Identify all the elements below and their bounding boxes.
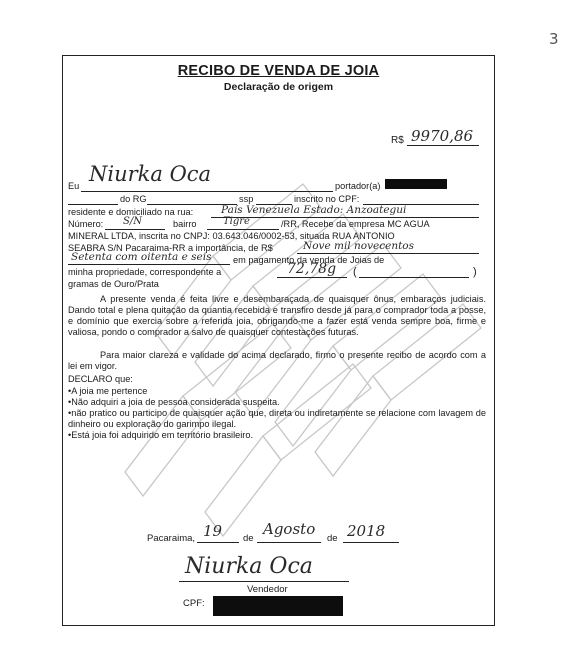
- ssp-label: ssp: [239, 194, 254, 204]
- cpf-label: CPF:: [183, 598, 205, 609]
- document-title: RECIBO DE VENDA DE JOIA: [177, 63, 380, 79]
- date-month: Agosto: [263, 520, 316, 538]
- paragraph-sale-terms: A presente venda é feita livre e desembaraçada de quaisquer ônus, embaraços judiciais. Dando total e plena quitação da quantia recebida e transfiro desde já para o comprador toda a posse, e domínio que exercia sobre a referida joia, obrigando-me a fazer está venda sempre boa, firme e valiosa, pondo o comprador a salvo de quaisquer contestações futuras.: [68, 294, 486, 337]
- mineral-line: MINERAL LTDA, inscrita no CNPJ: 03.643.046/0002-53, situada RUA ANTONIO: [68, 231, 395, 241]
- paren-open: (: [353, 266, 357, 278]
- redacted-cpf: [213, 596, 343, 616]
- city-label: Pacaraima,: [147, 533, 196, 544]
- address-value: País Venezuela Estado: Anzoategui: [221, 204, 407, 216]
- portador-label: portador(a): [335, 181, 381, 191]
- numero-label: Número:: [68, 219, 104, 229]
- vendedor-label: Vendedor: [247, 584, 288, 595]
- seller-signature: Niurka Oca: [185, 554, 313, 579]
- amount-words-2: Setenta com oitenta e seis: [71, 251, 212, 263]
- date-year: 2018: [347, 522, 386, 540]
- bairro-value: Tigre: [223, 216, 250, 227]
- address-label: residente e domiciliado na rua:: [68, 207, 194, 217]
- bairro-label: bairro: [173, 219, 197, 229]
- numero-value: S/N: [123, 216, 142, 227]
- weight-value: 72,78g: [287, 261, 337, 277]
- property-line: minha propriedade, correspondente a: [68, 267, 222, 277]
- eu-label: Eu: [68, 181, 80, 191]
- declaration-item: •Está joia foi adquirido em território brasileiro.: [68, 430, 254, 440]
- currency-label: R$: [391, 135, 404, 146]
- declaration-item: •não pratico ou participo de quaisquer ação que, direta ou indiretamente se relacione com lavagem de dinheiro ou exploração do garimpo ilegal.: [68, 408, 486, 429]
- rg-label: do RG: [120, 194, 147, 204]
- de-label-2: de: [327, 533, 338, 544]
- paragraph-clarity: Para maior clareza e validade do acima declarado, firmo o presente recibo de acordo com a lei em vigor.: [68, 350, 486, 371]
- seabra-line: SEABRA S/N Pacaraima-RR a importância, de R$: [68, 243, 273, 253]
- document-subtitle: Declaração de origem: [223, 81, 334, 93]
- de-label-1: de: [243, 533, 254, 544]
- declaro-label: DECLARO que:: [68, 374, 133, 384]
- declaration-item: •Não adquiri a joia de pessoa considerada suspeita.: [68, 397, 280, 407]
- seller-name: Niurka Oca: [89, 162, 212, 186]
- date-day: 19: [203, 522, 223, 540]
- grams-line: gramas de Ouro/Prata: [68, 279, 159, 289]
- payment-line: em pagamento da venda de Joias de: [233, 255, 385, 265]
- cpf-inline-label: inscrito no CPF:: [294, 194, 360, 204]
- rr-company-line: /RR, Recebe da empresa MC AGUA: [281, 219, 430, 229]
- amount-value: 9970,86: [411, 127, 474, 145]
- amount-words-1: Nove mil novecentos: [303, 240, 415, 252]
- page-number: 3: [549, 30, 559, 48]
- redacted-portador: [385, 179, 447, 189]
- receipt-document: [62, 55, 495, 626]
- declaration-item: •A joia me pertence: [68, 386, 148, 396]
- paren-close: ): [473, 266, 477, 278]
